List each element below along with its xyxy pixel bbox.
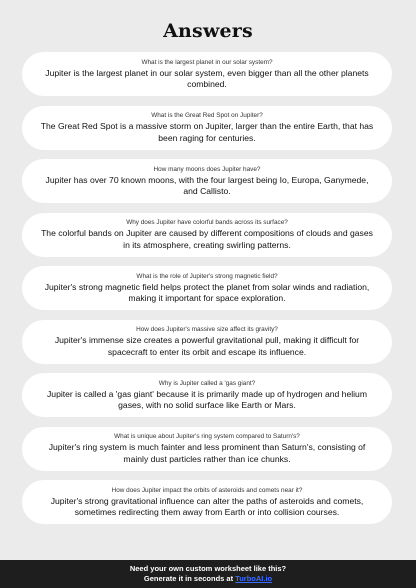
answer-card	[22, 320, 392, 364]
footer-line-2	[0, 574, 416, 584]
answer-text: Jupiter's strong gravitational influence can alter the paths of asteroids and comets, sometimes redirecting them away from Earth or into collision courses.	[50, 495, 364, 517]
question-text: What is the role of Jupiter's strong magnetic field?	[136, 272, 278, 280]
page-title: Answers	[163, 20, 253, 42]
answer-card	[22, 373, 392, 417]
answer-text: Jupiter has over 70 known moons, with the four largest being Io, Europa, Ganymede, and Callisto.	[45, 174, 369, 196]
answer-text: The colorful bands on Jupiter are caused by different compositions of clouds and gases in its atmosphere, creating swirling patterns.	[41, 228, 373, 250]
answer-text: Jupiter's ring system is much fainter and less prominent than Saturn's, consisting of mainly dust particles rather than ice chunks.	[48, 442, 366, 464]
question-text: What is unique about Jupiter's ring system compared to Saturn's?	[114, 433, 300, 440]
answer-text: The Great Red Spot is a massive storm on Jupiter, larger than the entire Earth, that has been raging for centuries.	[40, 121, 374, 143]
question-text: What is the largest planet in our solar system?	[141, 58, 273, 66]
answer-card	[22, 266, 392, 310]
footer-link[interactable]: TurboAI.io	[235, 574, 273, 583]
footer-line-1: Need your own custom worksheet like this?	[129, 564, 287, 573]
answer-card	[22, 480, 392, 524]
answer-text: Jupiter's immense size creates a powerful gravitational pull, making it difficult for spacecraft to enter its orbit and escape its influence.	[54, 335, 360, 357]
answer-list	[22, 52, 392, 534]
question-text: How does Jupiter's massive size affect its gravity?	[136, 326, 278, 333]
footer-line-2-prefix: Generate it in seconds at	[143, 574, 236, 583]
answer-card	[22, 213, 392, 257]
answer-card	[22, 106, 392, 150]
question-text: What is the Great Red Spot on Jupiter?	[151, 112, 263, 119]
answer-text: Jupiter is called a 'gas giant' because it is primarily made up of hydrogen and helium gases, with no solid surface like Earth or Mars.	[47, 388, 367, 410]
answer-text: Jupiter is the largest planet in our solar system, even bigger than all the other planets combined.	[45, 67, 369, 89]
question-text: How does Jupiter impact the orbits of asteroids and comets near it?	[111, 486, 303, 494]
answer-text: Jupiter's strong magnetic field helps protect the planet from solar winds and radiation, making it important for space exploration.	[44, 281, 370, 303]
question-text: Why does Jupiter have colorful bands across its surface?	[126, 219, 288, 226]
answer-card	[22, 159, 392, 203]
answer-card	[22, 52, 392, 96]
question-text: How many moons does Jupiter have?	[153, 165, 261, 173]
question-text: Why is Jupiter called a 'gas giant?	[158, 379, 256, 387]
answer-card	[22, 427, 392, 471]
promo-footer	[0, 560, 416, 588]
